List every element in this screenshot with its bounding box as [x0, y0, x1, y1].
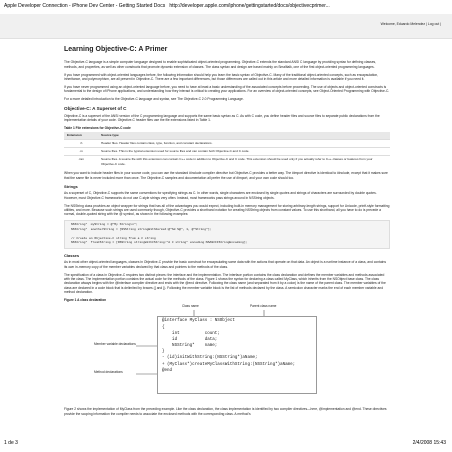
import-paragraph: When you want to include header files in your source code, you can use the standard #include compiler directive but Objective-C provides a better way. The #import directive is identical to #include, except that it makes sure that the same file is never included more than once. The Objective-C samples and documentation all prefer the use of #import, and your own code should too. [64, 171, 388, 180]
superset-paragraph: Objective-C is a superset of the ANSI version of the C programming language and supports the same basic syntax as C. As with C code, you define header files and source files to separate public declarations from the implementation details of your code. Objective-C header files use the file extensions listed in Table 1. [64, 113, 380, 123]
table-header-source-type: Source type [98, 132, 390, 139]
superset-heading: Objective-C: A Superset of C [64, 105, 127, 111]
table-cell-description: Source files. This is the typical extension used for source files and can contain both Objective-C and C code. [98, 147, 390, 155]
figure-label-member-variables: Member variable declarations [94, 342, 136, 347]
print-footer-page: 1 de 3 [4, 440, 18, 446]
figure-code-line: @end [162, 368, 173, 373]
article-content [64, 45, 390, 420]
intro-paragraph-1: The Objective-C language is a simple computer language designed to enable sophisticated object-oriented programming. Objective-C extends the standard ANSI C language by providing syntax for defining classes, methods, and properties, as well as other constructs that promote dynamic extension of classes. The class syntax and design are based mainly on Smalltalk, one of the first object-oriented programming languages. [64, 60, 377, 69]
classes-paragraph-1: As in most other object-oriented languages, classes in Objective-C provide the basic construct for encapsulating some data with the actions that operate on that data. An object is a runtime instance of a class, and contains its own in-memory copy of the member variables declared by that class and pointers to the methods of the class. [64, 260, 386, 269]
table-header-extension: Extension [64, 132, 98, 139]
strings-heading: Strings [64, 183, 78, 189]
code-line: // Create an Objective-C string from a C string [71, 236, 156, 240]
classes-paragraph-2: The specification of a class in Objective-C requires two distinct pieces: the interface and the implementation. The interface portion contains the class declaration and defines the member variables and methods associated with the class. The implementation portion contains the actual code for the methods of the class. Figure 1 shows the syntax for declaring a class called MyClass, which inherits from the NSObject base class. The class declaration always begins with the @interface compiler directive and ends with the @end directive. Following the class name (and separated from it by a colon) is the name of the parent class. The member variables of the class are declared in a code block that is delimited by braces ({ and }). Following the member variable block is the list of methods declared by the class. A semicolon character marks the end of each member variable and method declaration. [64, 272, 386, 295]
print-footer-timestamp: 2/4/2008 15:43 [412, 440, 446, 446]
figure-code-line: int count; [162, 331, 220, 336]
figure-code-line: - (id)initWithString:(NSString*)aName; [162, 356, 258, 361]
table-caption: Table 1 File extensions for Objective-C code [64, 126, 131, 131]
code-line: NSString* anotherString = [NSString stringWithFormat:@"%d %@", 1, @"String"]; [71, 227, 212, 231]
figure-code-line: { [162, 325, 165, 330]
figure-caption: Figure 1 A class declaration [64, 298, 107, 303]
figure-label-class-name: Class name [182, 304, 199, 309]
table-cell-extension: .m [64, 147, 98, 155]
strings-paragraph-1: As a superset of C, Objective-C supports the same conventions for specifying strings as C. In other words, single characters are enclosed by single quotes and strings of characters are surrounded by double quotes. However, most Objective-C frameworks do not use C-style strings very often. Instead, most frameworks pass strings around in NSString objects. [64, 191, 377, 200]
site-topbar [0, 14, 452, 39]
intro-paragraph-4: For a more detailed introduction to the Objective-C language and syntax, see The Objective-C 2.0 Programming Language. [64, 97, 244, 102]
figure-code-box [157, 316, 317, 394]
closing-paragraph: Figure 2 shows the implementation of MyClass from the preceding example. Like the class declaration, the class implementation is identified by two compiler directives—here, @implementation and @end. These directives provide the scoping information the compiler needs to associate the enclosed methods with the corresponding class. A method's [64, 407, 387, 416]
figure-code-line: } [162, 350, 165, 355]
figure-code-line: id data; [162, 337, 218, 342]
strings-paragraph-2: The NSString class provides an object wrapper for strings that has all of the advantages you would expect, including built-in memory management for storing arbitrary-length strings, support for Unicode, printf-style formatting utilities, and more. Because such strings are used commonly though, Objective-C provides a shorthand notation for creating NSString objects from constant values. To use this shorthand, all you have to do is precede a normal, double-quoted string with the @ symbol, as shown in the following examples: [64, 203, 390, 217]
print-header [4, 3, 330, 9]
table-row [64, 139, 390, 147]
classes-heading: Classes [64, 252, 80, 258]
print-header-url: http://developer.apple.com/iphone/gettingstarted/docs/objectivecprimer... [169, 3, 330, 9]
code-line: NSString* fromCString = [NSString stringWithCString:"A C string" encoding:NSASCIIStringEncoding]; [71, 241, 248, 245]
string-code-sample [64, 220, 390, 249]
table-cell-description: Source files. A source file with this extension can contain C++ code in addition to Objective-C and C code. This extension should be used only if you actually refer to C++ classes or features from your Objective-C code. [98, 155, 390, 167]
table-row [64, 147, 390, 155]
intro-paragraph-3: If you have never programmed using an object-oriented language before, you need to have at least a basic understanding of the associated concepts before proceeding. The use of objects and object-oriented constructs is fundamental to the design of iPhone applications, and understanding how they interact is critical to creating your applications. For an overview of object-oriented concepts, see Object-Oriented Programming with Objective-C. [64, 85, 390, 94]
figure-code-line: NSString* name; [162, 344, 218, 349]
welcome-logout-link[interactable]: Welcome, Eduardo Melendez | Log out | [380, 22, 441, 26]
intro-paragraph-2: If you have programmed with object-oriented languages before, the following information should help you learn the basic syntax of Objective-C. Many of the traditional object-oriented concepts, such as encapsulation, inheritance, and polymorphism, are all present in Objective-C. There are a few important differences, but those differences are called out in this article and more detailed information is available if you need it. [64, 72, 379, 82]
figure-code-line: @interface MyClass : NSObject [162, 319, 235, 324]
figure-label-parent-class: Parent class name [250, 304, 277, 309]
article-title: Learning Objective-C: A Primer [64, 46, 168, 53]
file-extensions-table [64, 132, 390, 167]
table-cell-description: Header files. Header files contain class, type, function, and constant declarations. [98, 139, 390, 147]
class-declaration-figure [64, 304, 390, 404]
table-cell-extension: .h [64, 139, 98, 147]
print-header-title: Apple Developer Connection - iPhone Dev Center - Getting Started Docs [4, 3, 166, 9]
table-cell-extension: .mm [64, 155, 98, 167]
figure-code-line: + (MyClass*)createMyClassWithString:(NSString*)aName; [162, 362, 296, 367]
code-line: NSString* myString = @"My String\n"; [71, 223, 138, 227]
figure-label-method-declarations: Method declarations [94, 370, 123, 375]
table-row [64, 155, 390, 167]
